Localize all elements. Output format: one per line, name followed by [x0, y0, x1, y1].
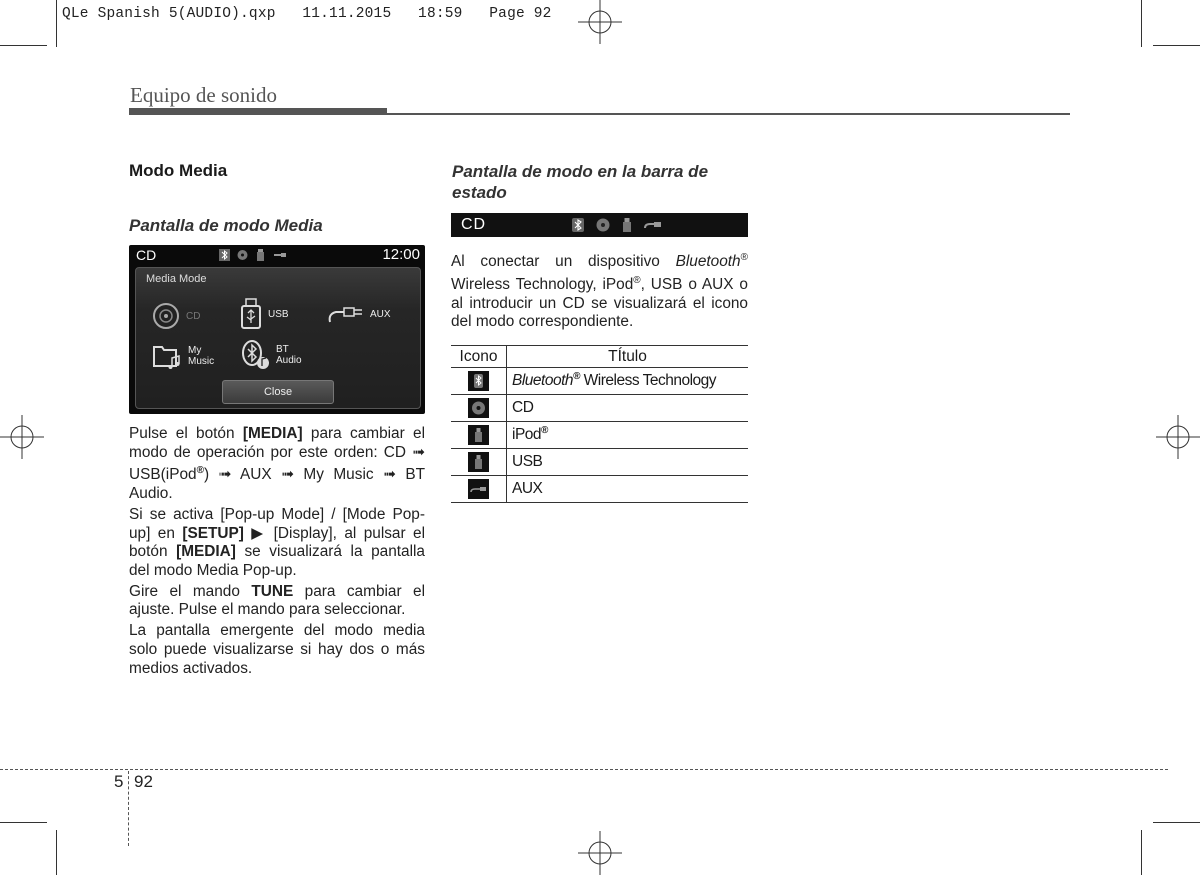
column-header-title: TÍtulo [507, 346, 749, 368]
bluetooth-icon [572, 218, 584, 232]
text: ) ➟ AUX ➟ My Music ➟ BT Audio. [129, 466, 425, 503]
usb-icon [468, 452, 489, 472]
right-body-text [451, 249, 748, 334]
table-cell-title [507, 368, 749, 395]
crop-mark [1153, 822, 1200, 823]
bluetooth-icon [468, 371, 489, 391]
registration-mark-top [578, 0, 622, 44]
aux-icon [644, 218, 662, 232]
media-item-usb[interactable] [240, 298, 289, 330]
bluetooth-audio-icon [240, 340, 270, 370]
paragraph [129, 425, 425, 504]
table-row [451, 395, 748, 422]
text: ▶ [Display], al pulsar el botón [129, 524, 425, 561]
ipod-icon [468, 425, 489, 445]
footer-divider [128, 771, 129, 846]
subheading-line: estado [452, 183, 507, 202]
page-number: 92 [134, 772, 153, 791]
subheading-pantalla-media: Pantalla de modo Media [129, 216, 323, 235]
paragraph [129, 506, 425, 581]
button-ref: TUNE [251, 582, 294, 600]
registration-mark-bottom [578, 831, 622, 875]
table-row [451, 368, 748, 395]
label-line: Audio [276, 355, 302, 366]
close-button[interactable]: Close [222, 380, 334, 404]
aux-icon [326, 302, 364, 326]
text: Wireless Technology [579, 372, 717, 390]
button-ref: [MEDIA] [242, 425, 303, 442]
media-mode-popup [135, 267, 421, 409]
media-item-my-music[interactable] [152, 342, 214, 370]
crop-mark [56, 0, 57, 47]
table-cell-icon [451, 422, 507, 449]
media-item-cd[interactable] [152, 302, 200, 330]
media-item-bt-audio[interactable] [240, 340, 302, 370]
table-cell-title [507, 422, 749, 449]
registered-mark: ® [740, 252, 748, 263]
table-cell-title: CD [507, 395, 749, 422]
crop-mark [1153, 45, 1200, 46]
print-header: QLe Spanish 5(AUDIO).qxp 11.11.2015 18:59 Page 92 [62, 6, 552, 22]
column-header-icon: Icono [451, 346, 507, 368]
text: Bluetooth [675, 253, 741, 271]
text: Si se activa [Pop-up Mode] / [Mode Pop-up] en [129, 505, 425, 542]
text: , USB o AUX o al introducir un CD se visualizará el icono del modo correspondiente. [451, 275, 748, 331]
table-cell-icon [451, 368, 507, 395]
table-cell-icon [451, 449, 507, 476]
text: para cambiar el ajuste. Pulse el mando para seleccionar. [129, 582, 425, 619]
strip-icons [572, 218, 662, 232]
registered-mark: ® [573, 371, 580, 383]
screen-status-bar [129, 245, 425, 266]
cd-icon [468, 398, 489, 418]
paragraph: La pantalla emergente del modo media solo puede visualizarse si hay dos o más medios activados. [129, 622, 425, 677]
table-cell-title: AUX [507, 476, 749, 503]
table-header-row [451, 346, 748, 368]
usb-icon [240, 298, 262, 330]
label-line: BT [276, 344, 289, 355]
crop-mark [1141, 0, 1142, 47]
media-item-label: USB [268, 308, 289, 320]
subheading-line: Pantalla de modo en la barra de [452, 162, 709, 181]
heading-modo-media: Modo Media [129, 161, 228, 180]
popup-title: Media Mode [146, 273, 207, 285]
text: para cambiar el modo de operación por este orden: CD ➟ USB(iPod [129, 425, 425, 484]
media-item-label: AUX [370, 308, 391, 320]
media-item-aux[interactable] [326, 302, 391, 326]
crop-mark [1141, 830, 1142, 875]
title-rule [387, 113, 1070, 115]
chapter-number: 5 [114, 772, 124, 791]
table-cell-title: USB [507, 449, 749, 476]
section-title: Equipo de sonido [130, 83, 277, 107]
cd-icon [596, 218, 610, 232]
usb-icon [622, 218, 632, 232]
text: iPod [512, 426, 542, 444]
strip-mode-label: CD [461, 216, 487, 233]
usb-icon [255, 249, 266, 261]
button-ref: [MEDIA] [176, 543, 236, 561]
cd-icon [237, 249, 248, 261]
table-row [451, 476, 748, 503]
text: Al conectar un dispositivo [451, 253, 676, 271]
media-item-label [188, 345, 214, 367]
left-body-text [129, 425, 425, 680]
bluetooth-icon [219, 249, 230, 261]
screen-mode-label: CD [136, 247, 157, 263]
label-line: My [188, 345, 202, 356]
table-row [451, 449, 748, 476]
media-mode-screen [129, 245, 425, 414]
paragraph [451, 249, 748, 332]
footer-rule [0, 769, 1168, 770]
title-rule [129, 108, 387, 115]
screen-status-icons [219, 249, 287, 261]
text: Bluetooth [512, 372, 573, 390]
subheading-barra-estado [452, 161, 752, 203]
crop-mark [56, 830, 57, 875]
text: Gire el mando [129, 582, 252, 600]
media-item-label [276, 344, 302, 366]
aux-icon [273, 249, 287, 261]
table-cell-icon [451, 476, 507, 503]
aux-icon [468, 479, 489, 499]
registration-mark-right [1156, 415, 1200, 459]
paragraph [129, 583, 425, 620]
media-item-label: CD [186, 310, 201, 322]
text: Wireless Technology, iPod [451, 275, 634, 293]
label-line: Music [188, 356, 215, 367]
folder-music-icon [152, 342, 182, 370]
text: se visualizará la pantalla del modo Media Pop-up. [129, 543, 425, 580]
registration-mark-left [0, 415, 44, 459]
registered-mark: ® [541, 425, 548, 437]
crop-mark [0, 45, 47, 46]
cd-icon [152, 302, 180, 330]
status-bar-strip [451, 213, 748, 237]
text: Pulse el botón [129, 425, 243, 442]
button-ref: [SETUP] [182, 524, 244, 542]
screen-clock: 12:00 [382, 246, 420, 263]
icon-table [451, 345, 748, 503]
crop-mark [0, 822, 47, 823]
registered-mark: ® [633, 274, 641, 286]
registered-mark: ® [196, 465, 204, 477]
table-cell-icon [451, 395, 507, 422]
table-row [451, 422, 748, 449]
